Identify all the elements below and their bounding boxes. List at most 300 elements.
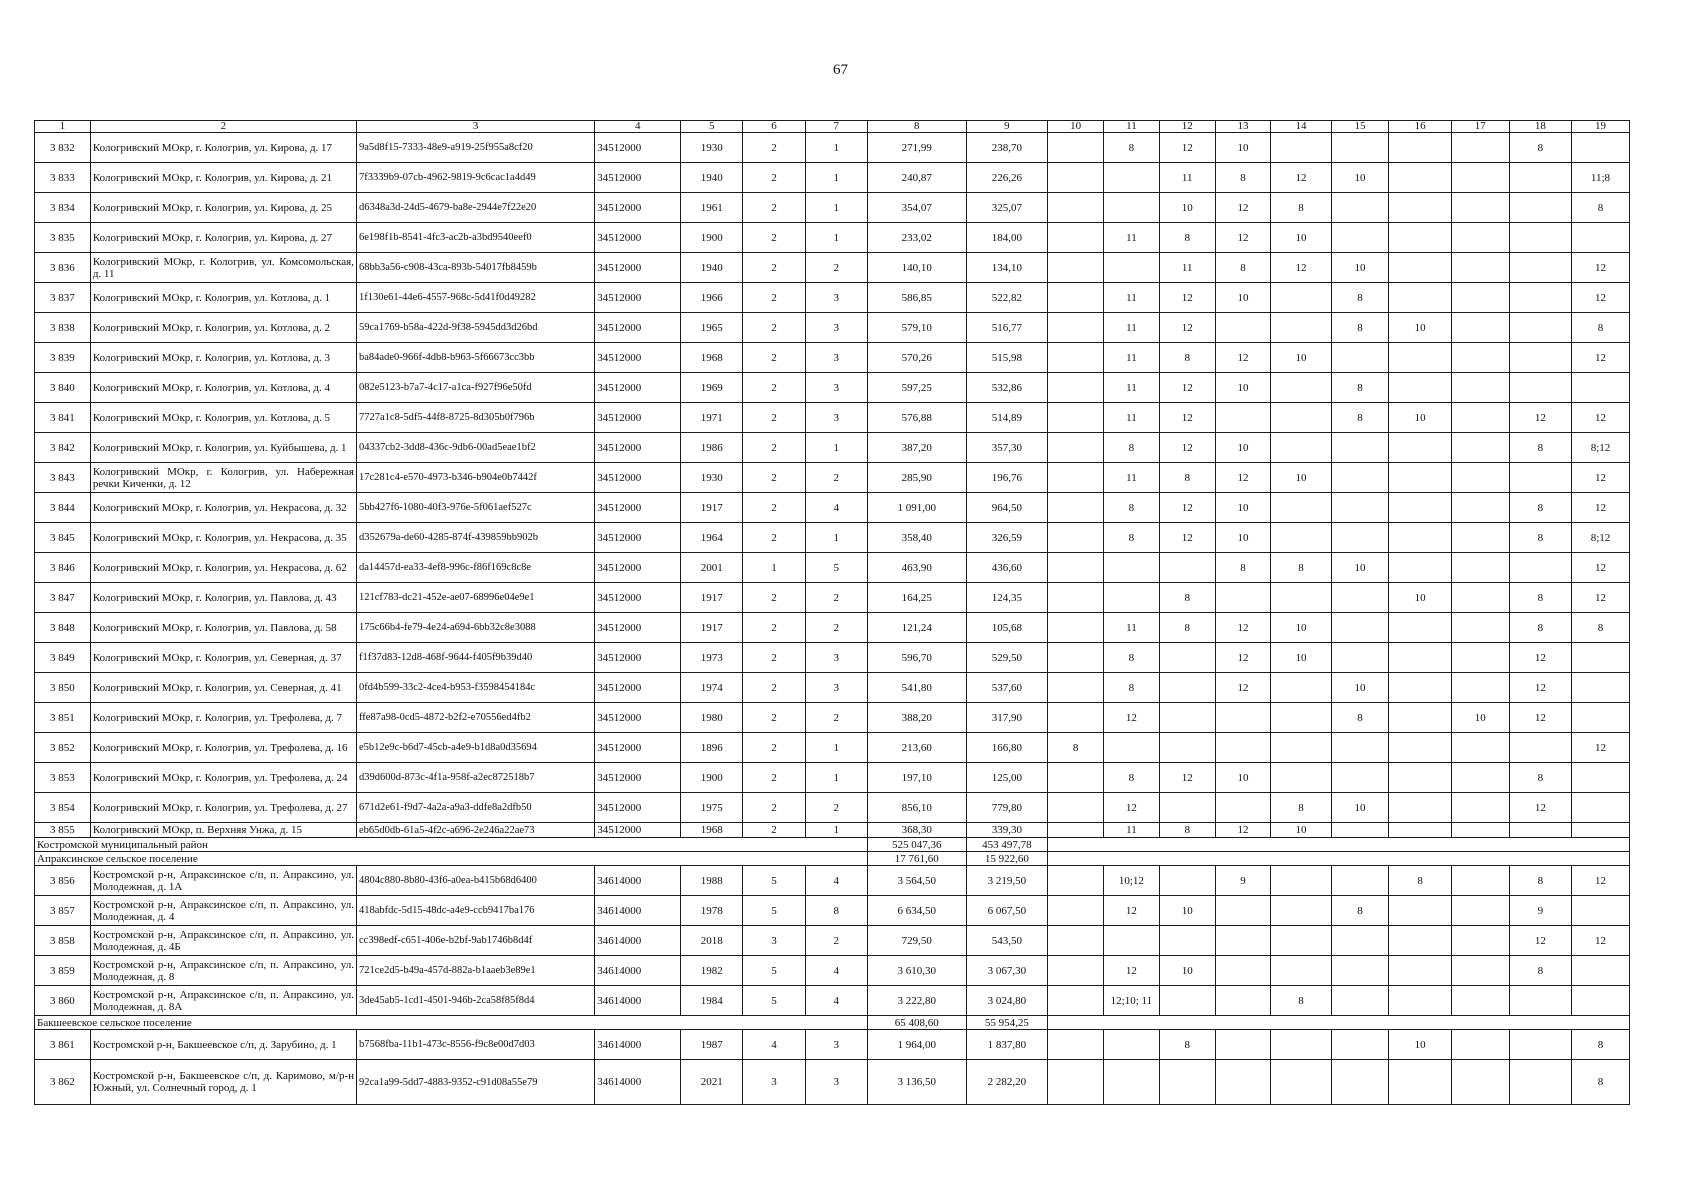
col16-cell	[1389, 643, 1451, 673]
fias-id-cell: eb65d0db-61a5-4f2c-a696-2e246a22ae73	[357, 823, 595, 838]
record-number: 3 856	[35, 866, 91, 896]
entrances-cell: 3	[805, 673, 867, 703]
col13-cell: 8	[1215, 553, 1271, 583]
total-area-cell: 6 634,50	[867, 896, 966, 926]
living-area-cell: 105,68	[966, 613, 1048, 643]
col13-cell: 12	[1215, 673, 1271, 703]
year-cell: 2021	[681, 1060, 743, 1105]
col12-cell	[1159, 986, 1215, 1016]
record-number: 3 852	[35, 733, 91, 763]
col10-cell	[1048, 613, 1104, 643]
col11-cell: 11	[1104, 283, 1160, 313]
record-number: 3 844	[35, 493, 91, 523]
record-number: 3 834	[35, 193, 91, 223]
col18-cell	[1509, 986, 1571, 1016]
floors-cell: 3	[743, 1060, 805, 1105]
col12-cell: 8	[1159, 223, 1215, 253]
record-number: 3 858	[35, 926, 91, 956]
entrances-cell: 1	[805, 133, 867, 163]
col10-cell: 8	[1048, 733, 1104, 763]
col19-cell: 11;8	[1571, 163, 1629, 193]
col11-cell	[1104, 1060, 1160, 1105]
col11-cell	[1104, 583, 1160, 613]
table-row	[35, 193, 1630, 223]
col19-cell: 8;12	[1571, 433, 1629, 463]
address-cell: Кологривский МОкр, г. Кологрив, ул. Некрасова, д. 32	[90, 493, 356, 523]
col15-cell	[1331, 956, 1389, 986]
oktmo-cell: 34512000	[595, 133, 681, 163]
entrances-cell: 3	[805, 403, 867, 433]
entrances-cell: 4	[805, 986, 867, 1016]
col13-cell	[1215, 1030, 1271, 1060]
col12-cell: 10	[1159, 193, 1215, 223]
col10-cell	[1048, 866, 1104, 896]
floors-cell: 4	[743, 1030, 805, 1060]
fias-id-cell: ffe87a98-0cd5-4872-b2f2-e70556ed4fb2	[357, 703, 595, 733]
total-area-cell: 1 964,00	[867, 1030, 966, 1060]
fias-id-cell: 92ca1a99-5dd7-4883-9352-c91d08a55e79	[357, 1060, 595, 1105]
col10-cell	[1048, 763, 1104, 793]
year-cell: 1987	[681, 1030, 743, 1060]
entrances-cell: 2	[805, 583, 867, 613]
col13-cell: 10	[1215, 433, 1271, 463]
floors-cell: 5	[743, 866, 805, 896]
col13-cell: 10	[1215, 133, 1271, 163]
total-area-cell: 140,10	[867, 253, 966, 283]
address-cell: Кологривский МОкр, г. Кологрив, ул. Котлова, д. 5	[90, 403, 356, 433]
subtotal-living-area: 15 922,60	[966, 852, 1048, 866]
col12-cell: 8	[1159, 343, 1215, 373]
col14-cell	[1271, 703, 1331, 733]
col17-cell	[1451, 343, 1509, 373]
col11-cell	[1104, 553, 1160, 583]
column-header: 1	[35, 121, 91, 133]
record-number: 3 846	[35, 553, 91, 583]
fias-id-cell: d6348a3d-24d5-4679-ba8e-2944e7f22e20	[357, 193, 595, 223]
col17-cell	[1451, 223, 1509, 253]
floors-cell: 2	[743, 253, 805, 283]
col10-cell	[1048, 433, 1104, 463]
col12-cell: 8	[1159, 583, 1215, 613]
total-area-cell: 368,30	[867, 823, 966, 838]
col10-cell	[1048, 583, 1104, 613]
table-row	[35, 133, 1630, 163]
col14-cell	[1271, 733, 1331, 763]
col11-cell	[1104, 253, 1160, 283]
col10-cell	[1048, 523, 1104, 553]
col10-cell	[1048, 493, 1104, 523]
oktmo-cell: 34512000	[595, 733, 681, 763]
col14-cell	[1271, 523, 1331, 553]
address-cell: Кологривский МОкр, г. Кологрив, ул. Котлова, д. 2	[90, 313, 356, 343]
col10-cell	[1048, 703, 1104, 733]
fias-id-cell: 175c66b4-fe79-4e24-a694-6bb32c8e3088	[357, 613, 595, 643]
col16-cell	[1389, 896, 1451, 926]
col10-cell	[1048, 793, 1104, 823]
record-number: 3 845	[35, 523, 91, 553]
fias-id-cell: 418abfdc-5d15-48dc-a4e9-ccb9417ba176	[357, 896, 595, 926]
oktmo-cell: 34512000	[595, 373, 681, 403]
table-row	[35, 986, 1630, 1016]
col18-cell: 8	[1509, 583, 1571, 613]
col11-cell: 12	[1104, 896, 1160, 926]
col11-cell: 8	[1104, 523, 1160, 553]
col17-cell	[1451, 1060, 1509, 1105]
living-area-cell: 6 067,50	[966, 896, 1048, 926]
col13-cell	[1215, 733, 1271, 763]
col14-cell	[1271, 1030, 1331, 1060]
col11-cell: 12	[1104, 956, 1160, 986]
col14-cell: 10	[1271, 463, 1331, 493]
floors-cell: 5	[743, 896, 805, 926]
col13-cell: 9	[1215, 866, 1271, 896]
fias-id-cell: 68bb3a56-c908-43ca-893b-54017fb8459b	[357, 253, 595, 283]
subtotal-label: Бакшеевское сельское поселение	[35, 1016, 868, 1030]
total-area-cell: 387,20	[867, 433, 966, 463]
col18-cell: 8	[1509, 523, 1571, 553]
col10-cell	[1048, 956, 1104, 986]
col19-cell	[1571, 133, 1629, 163]
living-area-cell: 196,76	[966, 463, 1048, 493]
address-cell: Кологривский МОкр, г. Кологрив, ул. Некрасова, д. 35	[90, 523, 356, 553]
oktmo-cell: 34512000	[595, 643, 681, 673]
living-area-cell: 3 024,80	[966, 986, 1048, 1016]
col11-cell	[1104, 163, 1160, 193]
column-header: 12	[1159, 121, 1215, 133]
year-cell: 1917	[681, 613, 743, 643]
living-area-cell: 529,50	[966, 643, 1048, 673]
total-area-cell: 164,25	[867, 583, 966, 613]
col10-cell	[1048, 163, 1104, 193]
table-row	[35, 463, 1630, 493]
year-cell: 1917	[681, 493, 743, 523]
column-header: 18	[1509, 121, 1571, 133]
column-header: 14	[1271, 121, 1331, 133]
col18-cell: 12	[1509, 403, 1571, 433]
living-area-cell: 522,82	[966, 283, 1048, 313]
entrances-cell: 2	[805, 926, 867, 956]
col15-cell	[1331, 1060, 1389, 1105]
entrances-cell: 3	[805, 643, 867, 673]
living-area-cell: 184,00	[966, 223, 1048, 253]
table-row	[35, 1030, 1630, 1060]
col19-cell: 8	[1571, 313, 1629, 343]
col12-cell	[1159, 673, 1215, 703]
living-area-cell: 124,35	[966, 583, 1048, 613]
col18-cell	[1509, 823, 1571, 838]
col12-cell: 12	[1159, 133, 1215, 163]
address-cell: Кологривский МОкр, г. Кологрив, ул. Кирова, д. 25	[90, 193, 356, 223]
col10-cell	[1048, 926, 1104, 956]
col17-cell	[1451, 283, 1509, 313]
col14-cell: 10	[1271, 613, 1331, 643]
column-header: 19	[1571, 121, 1629, 133]
fias-id-cell: 671d2e61-f9d7-4a2a-a9a3-ddfe8a2dfb50	[357, 793, 595, 823]
entrances-cell: 3	[805, 1030, 867, 1060]
table-row	[35, 253, 1630, 283]
column-header: 15	[1331, 121, 1389, 133]
oktmo-cell: 34512000	[595, 793, 681, 823]
floors-cell: 2	[743, 793, 805, 823]
col18-cell	[1509, 193, 1571, 223]
col19-cell	[1571, 373, 1629, 403]
address-cell: Кологривский МОкр, г. Кологрив, ул. Трефолева, д. 7	[90, 703, 356, 733]
col13-cell: 8	[1215, 253, 1271, 283]
col12-cell: 10	[1159, 956, 1215, 986]
oktmo-cell: 34512000	[595, 613, 681, 643]
entrances-cell: 2	[805, 253, 867, 283]
column-header: 13	[1215, 121, 1271, 133]
floors-cell: 2	[743, 463, 805, 493]
year-cell: 1968	[681, 343, 743, 373]
record-number: 3 853	[35, 763, 91, 793]
column-header: 6	[743, 121, 805, 133]
col18-cell: 12	[1509, 673, 1571, 703]
col13-cell	[1215, 1060, 1271, 1105]
fias-id-cell: 721ce2d5-b49a-457d-882a-b1aaeb3e89e1	[357, 956, 595, 986]
col12-cell: 8	[1159, 1030, 1215, 1060]
col15-cell	[1331, 523, 1389, 553]
floors-cell: 2	[743, 673, 805, 703]
col16-cell: 10	[1389, 583, 1451, 613]
floors-cell: 2	[743, 313, 805, 343]
entrances-cell: 4	[805, 866, 867, 896]
col18-cell: 8	[1509, 866, 1571, 896]
total-area-cell: 463,90	[867, 553, 966, 583]
col14-cell	[1271, 763, 1331, 793]
col10-cell	[1048, 403, 1104, 433]
total-area-cell: 271,99	[867, 133, 966, 163]
fias-id-cell: 7f3339b9-07cb-4962-9819-9c6cac1a4d49	[357, 163, 595, 193]
col12-cell: 8	[1159, 463, 1215, 493]
year-cell: 1969	[681, 373, 743, 403]
address-cell: Кологривский МОкр, г. Кологрив, ул. Комсомольская, д. 11	[90, 253, 356, 283]
total-area-cell: 240,87	[867, 163, 966, 193]
entrances-cell: 1	[805, 193, 867, 223]
col14-cell	[1271, 926, 1331, 956]
total-area-cell: 3 222,80	[867, 986, 966, 1016]
address-cell: Кологривский МОкр, г. Кологрив, ул. Некрасова, д. 62	[90, 553, 356, 583]
col10-cell	[1048, 313, 1104, 343]
living-area-cell: 3 219,50	[966, 866, 1048, 896]
col16-cell: 8	[1389, 866, 1451, 896]
col14-cell: 12	[1271, 163, 1331, 193]
col17-cell: 10	[1451, 703, 1509, 733]
col19-cell: 12	[1571, 493, 1629, 523]
subtotal-row	[35, 852, 1630, 866]
floors-cell: 2	[743, 223, 805, 253]
col11-cell: 12;10; 11	[1104, 986, 1160, 1016]
col14-cell	[1271, 403, 1331, 433]
floors-cell: 2	[743, 613, 805, 643]
col13-cell	[1215, 956, 1271, 986]
floors-cell: 2	[743, 523, 805, 553]
record-number: 3 847	[35, 583, 91, 613]
col10-cell	[1048, 673, 1104, 703]
year-cell: 1978	[681, 896, 743, 926]
col12-cell: 11	[1159, 253, 1215, 283]
col12-cell	[1159, 553, 1215, 583]
col14-cell	[1271, 1060, 1331, 1105]
col10-cell	[1048, 643, 1104, 673]
col15-cell: 10	[1331, 163, 1389, 193]
entrances-cell: 4	[805, 493, 867, 523]
floors-cell: 2	[743, 643, 805, 673]
col14-cell	[1271, 956, 1331, 986]
col11-cell	[1104, 193, 1160, 223]
address-cell: Костромской р-н, Бакшеевское с/п, д. Каримово, м/р-н Южный, ул. Солнечный город, д. 1	[90, 1060, 356, 1105]
floors-cell: 1	[743, 553, 805, 583]
fias-id-cell: 17c281c4-e570-4973-b346-b904e0b7442f	[357, 463, 595, 493]
col10-cell	[1048, 553, 1104, 583]
col15-cell	[1331, 733, 1389, 763]
entrances-cell: 1	[805, 823, 867, 838]
fias-id-cell: 0fd4b599-33c2-4ce4-b953-f3598454184c	[357, 673, 595, 703]
col16-cell	[1389, 193, 1451, 223]
oktmo-cell: 34614000	[595, 896, 681, 926]
fias-id-cell: da14457d-ea33-4ef8-996c-f86f169c8c8e	[357, 553, 595, 583]
total-area-cell: 285,90	[867, 463, 966, 493]
floors-cell: 2	[743, 193, 805, 223]
col19-cell: 12	[1571, 253, 1629, 283]
col16-cell: 10	[1389, 1030, 1451, 1060]
col13-cell	[1215, 793, 1271, 823]
living-area-cell: 3 067,30	[966, 956, 1048, 986]
entrances-cell: 1	[805, 223, 867, 253]
col17-cell	[1451, 253, 1509, 283]
col15-cell	[1331, 583, 1389, 613]
oktmo-cell: 34512000	[595, 343, 681, 373]
col15-cell	[1331, 193, 1389, 223]
col19-cell	[1571, 986, 1629, 1016]
col16-cell	[1389, 673, 1451, 703]
col16-cell	[1389, 343, 1451, 373]
col16-cell	[1389, 763, 1451, 793]
col15-cell: 8	[1331, 403, 1389, 433]
oktmo-cell: 34512000	[595, 823, 681, 838]
col18-cell: 12	[1509, 926, 1571, 956]
col14-cell	[1271, 133, 1331, 163]
col11-cell: 11	[1104, 223, 1160, 253]
subtotal-label: Апраксинское сельское поселение	[35, 852, 868, 866]
col17-cell	[1451, 896, 1509, 926]
col10-cell	[1048, 193, 1104, 223]
col18-cell	[1509, 373, 1571, 403]
col19-cell	[1571, 673, 1629, 703]
address-cell: Костромской р-н, Апраксинское с/п, п. Апраксино, ул. Молодежная, д. 4Б	[90, 926, 356, 956]
col12-cell	[1159, 793, 1215, 823]
living-area-cell: 543,50	[966, 926, 1048, 956]
entrances-cell: 2	[805, 613, 867, 643]
year-cell: 1930	[681, 463, 743, 493]
floors-cell: 2	[743, 283, 805, 313]
oktmo-cell: 34512000	[595, 673, 681, 703]
col13-cell: 12	[1215, 463, 1271, 493]
oktmo-cell: 34614000	[595, 1060, 681, 1105]
floors-cell: 5	[743, 986, 805, 1016]
record-number: 3 839	[35, 343, 91, 373]
col12-cell	[1159, 733, 1215, 763]
col11-cell: 8	[1104, 763, 1160, 793]
floors-cell: 2	[743, 373, 805, 403]
oktmo-cell: 34614000	[595, 926, 681, 956]
col15-cell	[1331, 763, 1389, 793]
col13-cell: 10	[1215, 763, 1271, 793]
col12-cell: 12	[1159, 433, 1215, 463]
record-number: 3 857	[35, 896, 91, 926]
column-number-header-row	[35, 121, 1630, 133]
record-number: 3 833	[35, 163, 91, 193]
col17-cell	[1451, 313, 1509, 343]
col17-cell	[1451, 493, 1509, 523]
col18-cell: 12	[1509, 793, 1571, 823]
table-row	[35, 1060, 1630, 1105]
col19-cell: 8	[1571, 1030, 1629, 1060]
oktmo-cell: 34512000	[595, 583, 681, 613]
col12-cell	[1159, 703, 1215, 733]
subtotal-living-area: 55 954,25	[966, 1016, 1048, 1030]
col14-cell	[1271, 673, 1331, 703]
oktmo-cell: 34512000	[595, 223, 681, 253]
col16-cell	[1389, 523, 1451, 553]
year-cell: 1917	[681, 583, 743, 613]
col16-cell	[1389, 1060, 1451, 1105]
col10-cell	[1048, 986, 1104, 1016]
table-row	[35, 223, 1630, 253]
subtotal-empty	[1048, 838, 1630, 852]
col18-cell: 12	[1509, 643, 1571, 673]
living-area-cell: 1 837,80	[966, 1030, 1048, 1060]
floors-cell: 2	[743, 133, 805, 163]
col16-cell	[1389, 223, 1451, 253]
record-number: 3 854	[35, 793, 91, 823]
oktmo-cell: 34512000	[595, 433, 681, 463]
oktmo-cell: 34512000	[595, 523, 681, 553]
col12-cell: 12	[1159, 313, 1215, 343]
table-row	[35, 493, 1630, 523]
col11-cell	[1104, 926, 1160, 956]
living-area-cell: 326,59	[966, 523, 1048, 553]
col17-cell	[1451, 463, 1509, 493]
living-area-cell: 515,98	[966, 343, 1048, 373]
col11-cell: 11	[1104, 373, 1160, 403]
col19-cell: 12	[1571, 463, 1629, 493]
record-number: 3 840	[35, 373, 91, 403]
record-number: 3 843	[35, 463, 91, 493]
total-area-cell: 3 610,30	[867, 956, 966, 986]
address-cell: Кологривский МОкр, г. Кологрив, ул. Набережная речки Киченки, д. 12	[90, 463, 356, 493]
total-area-cell: 358,40	[867, 523, 966, 553]
total-area-cell: 856,10	[867, 793, 966, 823]
year-cell: 1961	[681, 193, 743, 223]
living-area-cell: 166,80	[966, 733, 1048, 763]
col14-cell: 8	[1271, 793, 1331, 823]
col17-cell	[1451, 433, 1509, 463]
table-row	[35, 433, 1630, 463]
address-cell: Костромской р-н, Апраксинское с/п, п. Апраксино, ул. Молодежная, д. 8	[90, 956, 356, 986]
col10-cell	[1048, 343, 1104, 373]
record-number: 3 848	[35, 613, 91, 643]
total-area-cell: 233,02	[867, 223, 966, 253]
entrances-cell: 3	[805, 373, 867, 403]
record-number: 3 835	[35, 223, 91, 253]
fias-id-cell: 082e5123-b7a7-4c17-a1ca-f927f96e50fd	[357, 373, 595, 403]
entrances-cell: 1	[805, 763, 867, 793]
col16-cell: 10	[1389, 403, 1451, 433]
col18-cell: 8	[1509, 433, 1571, 463]
address-cell: Кологривский МОкр, г. Кологрив, ул. Кирова, д. 27	[90, 223, 356, 253]
year-cell: 1930	[681, 133, 743, 163]
